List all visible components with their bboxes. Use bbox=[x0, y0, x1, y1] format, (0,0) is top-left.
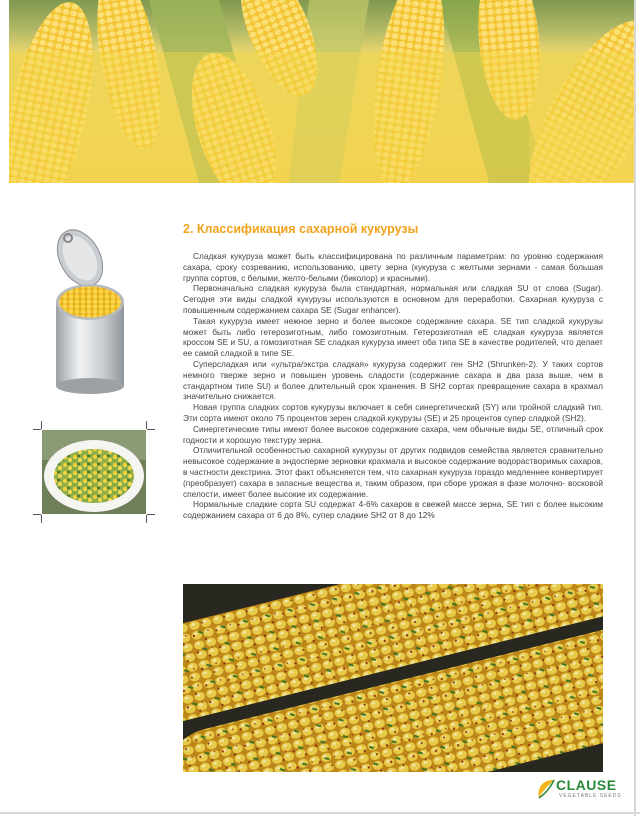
page-edge bbox=[0, 812, 640, 814]
paragraph: Сладкая кукуруза может быть классифицирована по различным параметрам: по уровню содержания сахара, сроку созреванию, использованию, цвету зерна (кукуруза с желтыми зернами - самая большая группа сортов, с белыми, желто-белыми (биколор) и красными). bbox=[183, 251, 603, 283]
paragraph: Отличительной особенностью сахарной кукурузы от других подвидов семейства является сравнительно невысокое содержание в эндосперме зерновки крахмала и высокое содержание водорастворимых сахаров, в частности декстрина. Этот факт объясняется тем, что сахарная кукуруза гораздо медленнее конвертирует (преобразует) сахара в запасные вещества и, таким образом, при сборе урожая в фазе молочно- восковой спелости, имеет более высокие их содержание. bbox=[183, 445, 603, 499]
header-corn-image bbox=[9, 0, 634, 183]
crop-mark bbox=[41, 515, 42, 523]
page-edge bbox=[634, 0, 636, 816]
paragraph: Суперсладкая или «ультра/экстра сладкая» кукуруза содержит ген SH2 (Shrunken-2). У таких сортов немного тверже зерно и повышен уровень сладости (содержание сахара в два раза выше, чем в стандартном типе SU) и более длительный срок хранения. В SH2 сортах превращение сахара в крахмал значительно снижается. bbox=[183, 358, 603, 402]
crop-mark bbox=[33, 429, 41, 430]
crop-mark bbox=[147, 429, 155, 430]
crop-mark bbox=[146, 515, 147, 523]
crop-mark bbox=[41, 421, 42, 429]
paragraph: Нормальные сладкие сорта SU содержат 4-6% сахаров в свежей массе зерна, SE тип с более высоким содержанием сахара от 6 до 8%, супер сладкие SH2 от 8 до 12% bbox=[183, 499, 603, 521]
grilled-corn-image bbox=[183, 584, 603, 772]
paragraph: Синергетические типы имеют более высокое содержание сахара, чем обычные виды SE, отличный срок годности и хорошую текстуру зерна. bbox=[183, 423, 603, 445]
clause-logo bbox=[536, 776, 626, 802]
crop-mark bbox=[146, 421, 147, 429]
canned-corn-image bbox=[50, 224, 130, 396]
paragraph: Новая группа сладких сортов кукурузы включает в себя синергетический (SY) или тройной сладкий тип. Эти сорта имеют около 75 процентов зерен сладкой кукурузы (SE) и 25 процентов супер сладкой (SH2). bbox=[183, 402, 603, 423]
paragraph: Такая кукуруза имеет нежное зерно и более высокое содержание сахара. SE тип сладкой кукурузы может быть либо гетерозиготным, либо гомозиготным. Гетерозиготная eE сладкая кукуруза является кроссом SE и SU, а гомозиготная SE сладкая кукуруза имеет оба типа SE в качестве родителей, что делает ее самой сладкой в типе SE. bbox=[183, 315, 603, 359]
leaf-icon bbox=[536, 778, 556, 800]
crop-mark bbox=[33, 514, 41, 515]
corn-salad-image bbox=[42, 430, 146, 514]
logo-tagline: VEGETABLE SEEDS bbox=[559, 793, 622, 799]
logo-name: CLAUSE bbox=[556, 777, 617, 793]
paragraph: Первоначально сладкая кукуруза была стандартная, нормальная или сладкая SU от слова (Sugar). Сегодня эти виды сладкой кукурузы используются в основном для переработки. Сахарная кукуруза с повышенным содержанием сахара SE (Sugar enhancer). bbox=[183, 283, 603, 315]
crop-mark bbox=[147, 514, 155, 515]
article-title: 2. Классификация сахарной кукурузы bbox=[183, 222, 419, 236]
article bbox=[183, 222, 603, 521]
